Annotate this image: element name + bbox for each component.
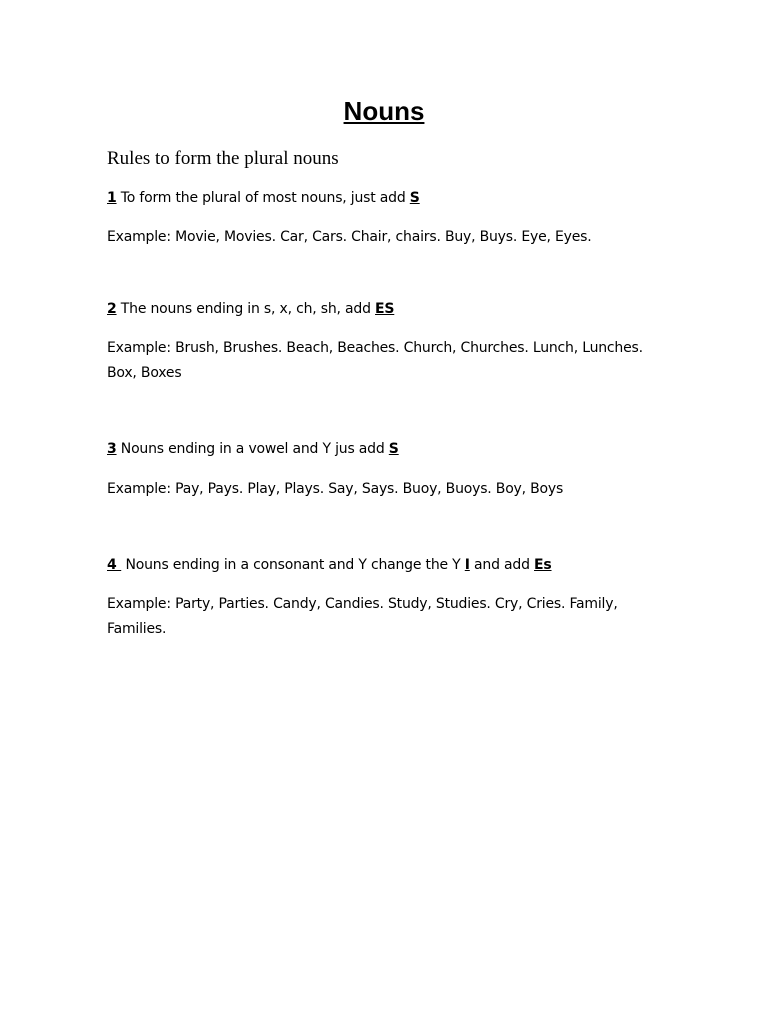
- rule-suffix: S: [388, 441, 399, 457]
- rule-4: [107, 553, 697, 578]
- page-title: Nouns: [343, 96, 425, 126]
- rule-1-example: Example: Movie, Movies. Car, Cars. Chair, chairs. Buy, Buys. Eye, Eyes.: [107, 229, 592, 245]
- rule-suffix: ES: [375, 301, 395, 317]
- rule-4-example-line-2: Families.: [107, 621, 167, 637]
- rule-text: The nouns ending in s, x, ch, sh, add: [116, 301, 376, 317]
- rule-number: 3: [107, 441, 117, 457]
- rule-suffix: Es: [534, 557, 552, 573]
- rule-number: 2: [107, 301, 117, 317]
- rule-suffix: S: [409, 190, 420, 206]
- subtitle: Rules to form the plural nouns: [107, 148, 339, 169]
- rule-3: [107, 437, 697, 462]
- rule-number: 4: [107, 557, 122, 573]
- rule-text: Nouns ending in a consonant and Y change the Y: [121, 557, 465, 573]
- rule-2-example-line-1: Example: Brush, Brushes. Beach, Beaches. Church, Churches. Lunch, Lunches.: [107, 340, 643, 356]
- rule-text: To form the plural of most nouns, just add: [116, 190, 410, 206]
- rule-2: [107, 297, 697, 322]
- rule-2-example-line-2: Box, Boxes: [107, 365, 182, 381]
- rule-1: [107, 186, 697, 211]
- rule-text-2: and add: [469, 557, 535, 573]
- rule-number: 1: [107, 190, 117, 206]
- rule-3-example: Example: Pay, Pays. Play, Plays. Say, Says. Buoy, Buoys. Boy, Boys: [107, 481, 564, 497]
- rule-4-example-line-1: Example: Party, Parties. Candy, Candies. Study, Studies. Cry, Cries. Family,: [107, 596, 618, 612]
- rule-mid: I: [464, 557, 470, 573]
- rule-text: Nouns ending in a vowel and Y jus add: [116, 441, 389, 457]
